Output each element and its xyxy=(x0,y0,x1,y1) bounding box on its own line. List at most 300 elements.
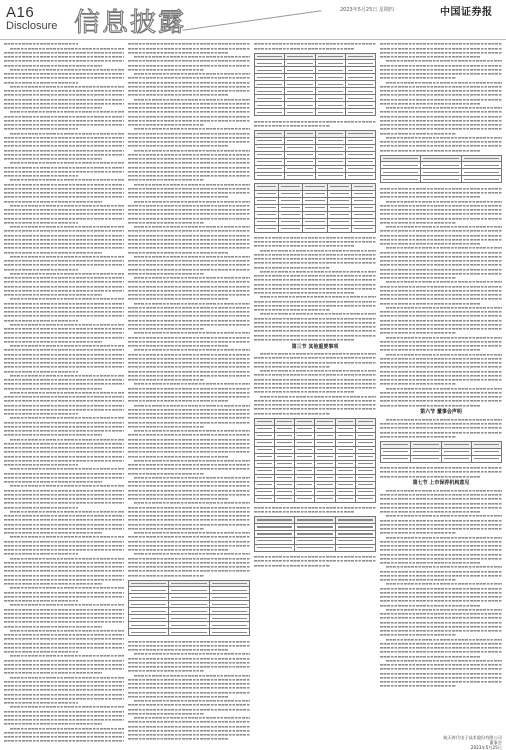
text-line xyxy=(254,338,354,342)
cell-text-line xyxy=(281,228,300,229)
cell-text-line xyxy=(257,519,292,520)
cell-text-line xyxy=(212,604,247,605)
table-cell xyxy=(275,446,295,453)
cell-text-line xyxy=(257,421,272,422)
table-cell xyxy=(355,467,375,474)
table-cell xyxy=(255,453,275,460)
cell-text-line xyxy=(358,498,373,499)
cell-text-line xyxy=(338,498,353,499)
table-row xyxy=(255,197,376,204)
table-cell xyxy=(275,453,295,460)
header-decoration xyxy=(183,10,322,30)
cell-text-line xyxy=(287,98,312,99)
cell-text-line xyxy=(348,105,373,106)
cell-text-line xyxy=(257,533,292,534)
table-row xyxy=(255,95,376,102)
text-line xyxy=(254,411,330,415)
table-row xyxy=(255,460,376,467)
section-heading: 第三节 其他重要事项 xyxy=(291,343,339,350)
table-cell xyxy=(335,460,355,467)
table-cell xyxy=(295,460,315,467)
table-cell xyxy=(471,441,501,448)
table-cell xyxy=(335,467,355,474)
cell-text-line xyxy=(423,158,458,159)
cell-text-line xyxy=(354,193,373,194)
cell-text-line xyxy=(338,456,353,457)
cell-text-line xyxy=(317,428,332,429)
table-cell xyxy=(209,587,249,594)
cell-text-line xyxy=(257,442,272,443)
cell-text-line xyxy=(131,632,166,633)
cell-text-line xyxy=(317,463,332,464)
table-cell xyxy=(345,130,375,137)
table-cell xyxy=(461,155,501,162)
cell-text-line xyxy=(383,444,408,445)
table-row xyxy=(255,165,376,172)
cell-text-line xyxy=(287,84,312,85)
cell-text-line xyxy=(330,221,349,222)
cell-text-line xyxy=(297,540,332,541)
cell-text-line xyxy=(281,207,300,208)
table-cell xyxy=(129,615,169,622)
table-cell xyxy=(315,158,345,165)
cell-text-line xyxy=(464,179,499,180)
column-4 xyxy=(380,42,502,742)
table-cell xyxy=(285,144,315,151)
table-cell xyxy=(335,495,355,502)
cell-text-line xyxy=(281,200,300,201)
cell-text-line xyxy=(212,618,247,619)
table-row xyxy=(255,523,376,530)
text-line xyxy=(380,474,480,478)
table-cell xyxy=(345,151,375,158)
cell-text-line xyxy=(212,632,247,633)
table-cell xyxy=(279,197,303,204)
cell-text-line xyxy=(358,435,373,436)
cell-text-line xyxy=(358,449,373,450)
table-cell xyxy=(315,172,345,179)
table-cell xyxy=(345,53,375,60)
cell-text-line xyxy=(257,228,276,229)
table-cell xyxy=(421,176,461,183)
table-cell xyxy=(461,176,501,183)
cell-text-line xyxy=(297,463,312,464)
cell-text-line xyxy=(464,158,499,159)
cell-text-line xyxy=(287,147,312,148)
article-body xyxy=(4,42,502,742)
table-cell xyxy=(441,448,471,455)
cell-text-line xyxy=(348,77,373,78)
table-cell xyxy=(335,418,355,425)
table-cell xyxy=(275,439,295,446)
table-cell xyxy=(295,537,335,544)
table-cell xyxy=(255,60,285,67)
signature-block xyxy=(443,735,502,750)
table-cell xyxy=(335,488,355,495)
table-cell xyxy=(303,197,327,204)
cell-text-line xyxy=(318,63,343,64)
table-cell xyxy=(255,488,275,495)
data-table xyxy=(128,580,250,637)
table-cell xyxy=(327,183,351,190)
text-line xyxy=(380,148,480,152)
table-cell xyxy=(345,158,375,165)
table-cell xyxy=(315,474,335,481)
table-row xyxy=(255,211,376,218)
cell-text-line xyxy=(257,98,282,99)
cell-text-line xyxy=(338,442,353,443)
table-cell xyxy=(275,481,295,488)
table-cell xyxy=(355,432,375,439)
table-row xyxy=(255,151,376,158)
table-cell xyxy=(355,425,375,432)
cell-text-line xyxy=(338,484,353,485)
table-row xyxy=(255,530,376,537)
table-cell xyxy=(129,629,169,636)
cell-text-line xyxy=(257,161,282,162)
cell-text-line xyxy=(358,491,373,492)
table-row xyxy=(381,448,502,455)
cell-text-line xyxy=(277,428,292,429)
cell-text-line xyxy=(257,175,282,176)
cell-text-line xyxy=(171,625,206,626)
cell-text-line xyxy=(354,186,373,187)
cell-text-line xyxy=(338,463,353,464)
column-2 xyxy=(128,42,250,742)
table-cell xyxy=(255,432,275,439)
table-cell xyxy=(285,95,315,102)
cell-text-line xyxy=(317,484,332,485)
table-cell xyxy=(355,446,375,453)
table-cell xyxy=(295,488,315,495)
text-line xyxy=(380,434,456,438)
table-cell xyxy=(345,88,375,95)
cell-text-line xyxy=(297,442,312,443)
cell-text-line xyxy=(318,161,343,162)
table-cell xyxy=(351,183,375,190)
table-row xyxy=(255,102,376,109)
cell-text-line xyxy=(474,451,499,452)
cell-text-line xyxy=(171,597,206,598)
table-cell xyxy=(303,218,327,225)
table-cell xyxy=(255,190,279,197)
table-cell xyxy=(335,446,355,453)
table-cell xyxy=(355,474,375,481)
table-cell xyxy=(335,439,355,446)
cell-text-line xyxy=(305,186,324,187)
cell-text-line xyxy=(464,172,499,173)
table-cell xyxy=(275,467,295,474)
signature-date: 2023年5月25日 xyxy=(470,745,502,750)
table-cell xyxy=(255,151,285,158)
cell-text-line xyxy=(317,491,332,492)
cell-text-line xyxy=(171,590,206,591)
cell-text-line xyxy=(281,221,300,222)
cell-text-line xyxy=(444,458,469,459)
table-cell xyxy=(295,418,315,425)
table-row xyxy=(255,481,376,488)
table-row xyxy=(381,162,502,169)
table-cell xyxy=(255,204,279,211)
table-cell xyxy=(315,453,335,460)
table-cell xyxy=(255,544,295,551)
table-row xyxy=(255,467,376,474)
table-cell xyxy=(327,225,351,232)
data-table xyxy=(254,516,376,552)
table-cell xyxy=(421,162,461,169)
table-cell xyxy=(209,601,249,608)
table-cell xyxy=(169,587,209,594)
table-cell xyxy=(421,169,461,176)
cell-text-line xyxy=(257,84,282,85)
cell-text-line xyxy=(383,451,408,452)
table-cell xyxy=(411,455,441,462)
cell-text-line xyxy=(338,449,353,450)
table-cell xyxy=(327,218,351,225)
cell-text-line xyxy=(297,498,312,499)
cell-text-line xyxy=(348,175,373,176)
cell-text-line xyxy=(358,463,373,464)
table-cell xyxy=(303,204,327,211)
text-line xyxy=(254,46,354,50)
cell-text-line xyxy=(287,91,312,92)
cell-text-line xyxy=(257,526,292,527)
table-cell xyxy=(345,102,375,109)
cell-text-line xyxy=(257,470,272,471)
table-cell xyxy=(335,517,375,524)
cell-text-line xyxy=(444,444,469,445)
cell-text-line xyxy=(212,611,247,612)
column-1 xyxy=(4,42,124,742)
table-cell xyxy=(351,197,375,204)
cell-text-line xyxy=(257,547,292,548)
table-row xyxy=(255,425,376,432)
table-cell xyxy=(381,441,411,448)
table-cell xyxy=(345,60,375,67)
table-row xyxy=(255,474,376,481)
table-cell xyxy=(255,67,285,74)
table-cell xyxy=(315,425,335,432)
table-cell xyxy=(275,425,295,432)
table-row xyxy=(255,88,376,95)
table-cell xyxy=(169,601,209,608)
cell-text-line xyxy=(257,168,282,169)
cell-text-line xyxy=(277,491,292,492)
table-row xyxy=(129,594,250,601)
table-cell xyxy=(345,137,375,144)
table-cell xyxy=(335,432,355,439)
table-cell xyxy=(345,81,375,88)
cell-text-line xyxy=(287,175,312,176)
cell-text-line xyxy=(348,91,373,92)
cell-text-line xyxy=(212,625,247,626)
table-row xyxy=(381,169,502,176)
cell-text-line xyxy=(277,435,292,436)
table-cell xyxy=(129,601,169,608)
table-row xyxy=(129,615,250,622)
cell-text-line xyxy=(257,214,276,215)
cell-text-line xyxy=(287,70,312,71)
table-row xyxy=(129,629,250,636)
table-cell xyxy=(169,580,209,587)
table-cell xyxy=(381,155,421,162)
table-cell xyxy=(255,95,285,102)
table-cell xyxy=(355,488,375,495)
table-cell xyxy=(279,204,303,211)
header-rule xyxy=(0,39,506,40)
table-cell xyxy=(275,418,295,425)
table-cell xyxy=(381,448,411,455)
table-cell xyxy=(275,460,295,467)
cell-text-line xyxy=(413,451,438,452)
table-cell xyxy=(303,183,327,190)
table-row xyxy=(381,441,502,448)
cell-text-line xyxy=(297,477,312,478)
table-cell xyxy=(279,190,303,197)
table-cell xyxy=(279,218,303,225)
table-cell xyxy=(315,137,345,144)
table-cell xyxy=(315,495,335,502)
table-cell xyxy=(295,432,315,439)
cell-text-line xyxy=(383,165,418,166)
cell-text-line xyxy=(277,484,292,485)
table-cell xyxy=(129,608,169,615)
cell-text-line xyxy=(348,154,373,155)
table-cell xyxy=(255,537,295,544)
cell-text-line xyxy=(330,214,349,215)
cell-text-line xyxy=(330,207,349,208)
table-cell xyxy=(209,622,249,629)
cell-text-line xyxy=(318,168,343,169)
cell-text-line xyxy=(297,484,312,485)
cell-text-line xyxy=(348,140,373,141)
table-cell xyxy=(411,448,441,455)
table-cell xyxy=(209,615,249,622)
cell-text-line xyxy=(464,165,499,166)
cell-text-line xyxy=(305,221,324,222)
table-cell xyxy=(441,455,471,462)
cell-text-line xyxy=(297,533,332,534)
table-cell xyxy=(255,172,285,179)
table-cell xyxy=(285,88,315,95)
table-cell xyxy=(315,60,345,67)
cell-text-line xyxy=(338,435,353,436)
table-cell xyxy=(295,544,335,551)
table-cell xyxy=(295,467,315,474)
cell-text-line xyxy=(277,456,292,457)
table-cell xyxy=(351,190,375,197)
cell-text-line xyxy=(297,428,312,429)
cell-text-line xyxy=(257,154,282,155)
table-cell xyxy=(351,211,375,218)
table-cell xyxy=(345,172,375,179)
cell-text-line xyxy=(297,435,312,436)
cell-text-line xyxy=(383,179,418,180)
cell-text-line xyxy=(338,533,373,534)
cell-text-line xyxy=(413,458,438,459)
table-cell xyxy=(295,523,335,530)
cell-text-line xyxy=(131,625,166,626)
table-row xyxy=(255,53,376,60)
cell-text-line xyxy=(330,186,349,187)
cell-text-line xyxy=(317,477,332,478)
cell-text-line xyxy=(257,193,276,194)
table-cell xyxy=(327,204,351,211)
cell-text-line xyxy=(383,172,418,173)
table-cell xyxy=(441,441,471,448)
cell-text-line xyxy=(257,63,282,64)
cell-text-line xyxy=(474,444,499,445)
table-cell xyxy=(275,495,295,502)
cell-text-line xyxy=(317,442,332,443)
table-cell xyxy=(255,218,279,225)
cell-text-line xyxy=(338,421,353,422)
cell-text-line xyxy=(131,618,166,619)
cell-text-line xyxy=(257,91,282,92)
table-cell xyxy=(285,165,315,172)
cell-text-line xyxy=(318,77,343,78)
cell-text-line xyxy=(348,112,373,113)
table-cell xyxy=(295,530,335,537)
column-3 xyxy=(254,42,376,742)
cell-text-line xyxy=(383,158,418,159)
cell-text-line xyxy=(423,165,458,166)
table-cell xyxy=(381,176,421,183)
cell-text-line xyxy=(297,449,312,450)
cell-text-line xyxy=(318,91,343,92)
text-line xyxy=(380,403,480,407)
cell-text-line xyxy=(171,611,206,612)
table-cell xyxy=(411,441,441,448)
cell-text-line xyxy=(317,498,332,499)
table-cell xyxy=(335,474,355,481)
table-cell xyxy=(381,162,421,169)
board-signature: 董事会 xyxy=(489,740,502,745)
cell-text-line xyxy=(212,590,247,591)
table-cell xyxy=(255,439,275,446)
table-cell xyxy=(355,453,375,460)
table-cell xyxy=(345,67,375,74)
table-row xyxy=(255,67,376,74)
text-line xyxy=(380,684,456,688)
table-cell xyxy=(315,88,345,95)
table-cell xyxy=(285,74,315,81)
table-cell xyxy=(255,460,275,467)
cell-text-line xyxy=(358,477,373,478)
data-table xyxy=(254,418,376,503)
table-cell xyxy=(295,446,315,453)
table-cell xyxy=(351,218,375,225)
table-row xyxy=(255,172,376,179)
table-cell xyxy=(315,460,335,467)
table-cell xyxy=(285,102,315,109)
table-cell xyxy=(169,622,209,629)
cell-text-line xyxy=(281,186,300,187)
table-row xyxy=(129,601,250,608)
cell-text-line xyxy=(318,147,343,148)
cell-text-line xyxy=(171,618,206,619)
cell-text-line xyxy=(330,200,349,201)
table-cell xyxy=(315,488,335,495)
cell-text-line xyxy=(212,583,247,584)
table-cell xyxy=(255,474,275,481)
cell-text-line xyxy=(171,583,206,584)
cell-text-line xyxy=(297,470,312,471)
table-cell xyxy=(209,629,249,636)
cell-text-line xyxy=(317,435,332,436)
cell-text-line xyxy=(257,112,282,113)
cell-text-line xyxy=(444,451,469,452)
